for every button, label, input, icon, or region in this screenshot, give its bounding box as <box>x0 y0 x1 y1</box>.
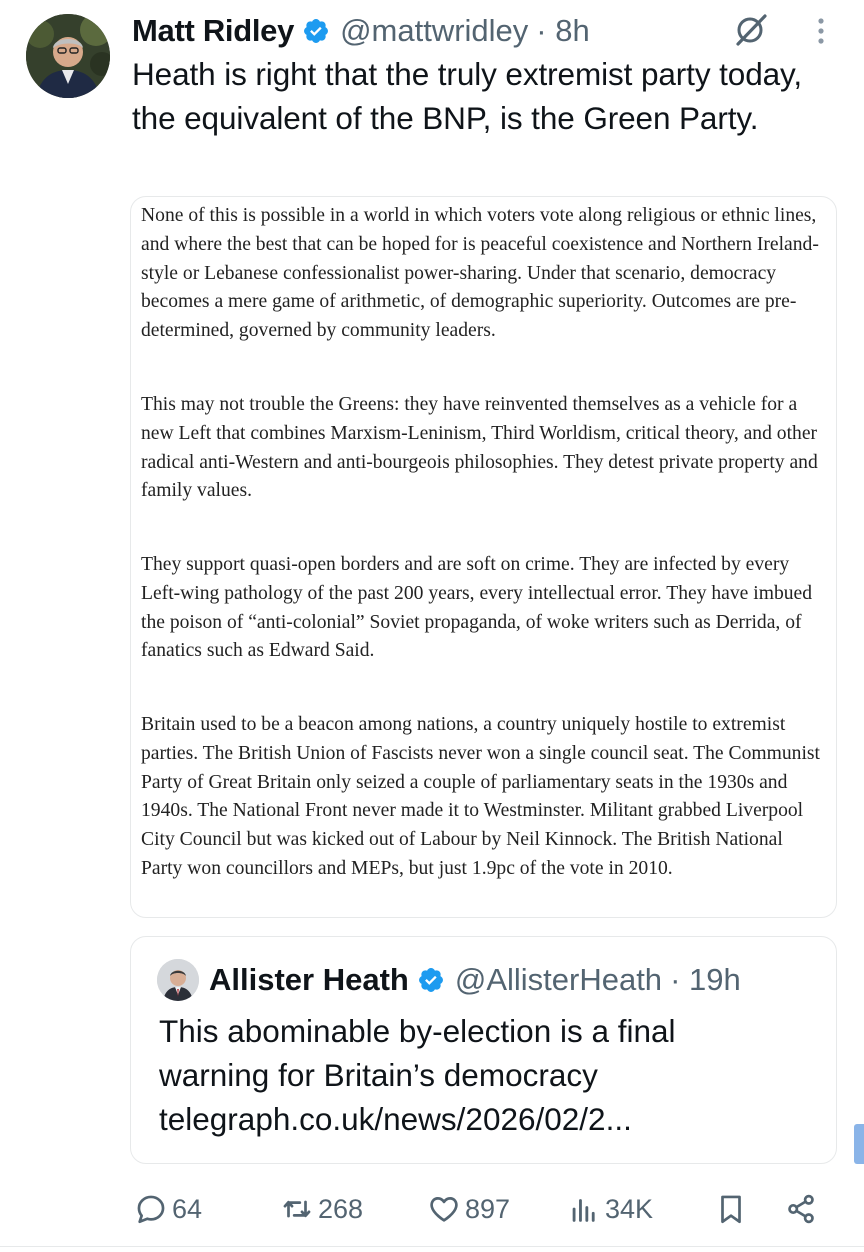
scroll-indicator <box>854 1124 864 1164</box>
bookmark-button[interactable] <box>714 1184 748 1234</box>
views-icon <box>567 1192 601 1226</box>
article-paragraph: Britain used to be a beacon among nations, a country uniquely hostile to extremist parties. The British Union of Fascists never won a single council seat. The Communist Party of Great Britain only seized a couple of parliamentary seats in the 1930s and 1940s. The National Front never made it to Westminster. Militant grabbed Liverpool City Council but was kicked out of Labour by Neil Kinnock. The British National Party won councillors and MEPs, but just 1.9pc of the vote in 2010. <box>141 714 820 879</box>
views-count: 34K <box>605 1193 654 1224</box>
attached-article-image[interactable] <box>130 196 837 918</box>
tweet-time[interactable]: · 8h <box>536 13 590 48</box>
quoted-author-name: Allister Heath <box>209 962 409 997</box>
share-button[interactable] <box>784 1184 818 1234</box>
repost-icon <box>280 1192 314 1226</box>
tweet-text: Heath is right that the truly extremist party today, the equivalent of the BNP, is the Green Party. <box>132 56 803 136</box>
quoted-tweet[interactable] <box>130 936 837 1164</box>
verified-icon <box>302 17 330 45</box>
grok-icon[interactable] <box>733 12 769 48</box>
reply-count: 64 <box>172 1193 203 1224</box>
tweet-actions <box>0 1184 864 1234</box>
more-icon[interactable] <box>806 14 836 48</box>
quoted-tweet-time: · 19h <box>670 962 741 997</box>
views-button[interactable] <box>567 1184 653 1234</box>
quoted-text-line: warning for Britain’s democracy <box>159 1057 598 1093</box>
quoted-tweet-link[interactable]: telegraph.co.uk/news/2026/02/2... <box>159 1101 632 1137</box>
article-paragraph: They support quasi-open borders and are soft on crime. They are infected by every Left-wing pathology of the past 200 years, every intellectual error. They have imbued the poison of “anti-colonial” Soviet propaganda, of woke writers such as Derrida, of fanatics such as Edward Said. <box>141 554 813 662</box>
reply-button[interactable] <box>134 1184 202 1234</box>
author-handle[interactable]: @mattwridley <box>340 13 529 48</box>
article-paragraph: This may not trouble the Greens: they have reinvented themselves as a vehicle for a new Left that combines Marxism-Leninism, Third Worldism, critical theory, and other radical anti-Western and anti-bourgeois philosophies. They detest private property and family values. <box>141 394 818 502</box>
author-avatar[interactable] <box>26 14 110 98</box>
repost-count: 268 <box>318 1193 364 1224</box>
bookmark-icon <box>714 1192 748 1226</box>
repost-button[interactable] <box>280 1184 363 1234</box>
quoted-tweet-text <box>159 1009 819 1141</box>
article-paragraph: None of this is possible in a world in which voters vote along religious or ethnic lines, and where the best that can be hoped for is peaceful coexistence and Northern Ireland-style or Lebanese confessionalist power-sharing. Under that scenario, democracy becomes a mere game of arithmetic, of demographic superiority. Outcomes are pre-determined, governed by community leaders. <box>141 205 819 342</box>
share-icon <box>784 1192 818 1226</box>
author-name[interactable]: Matt Ridley <box>132 13 295 48</box>
verified-icon <box>417 966 445 994</box>
like-count: 897 <box>465 1193 511 1224</box>
quoted-author-handle: @AllisterHeath <box>454 962 663 997</box>
like-button[interactable] <box>427 1184 510 1234</box>
quoted-author-avatar <box>157 959 199 1001</box>
reply-icon <box>134 1192 168 1226</box>
divider <box>0 1246 864 1247</box>
quoted-text-line: This abominable by-election is a final <box>159 1013 676 1049</box>
like-icon <box>427 1192 461 1226</box>
quoted-tweet-header <box>209 959 741 1001</box>
